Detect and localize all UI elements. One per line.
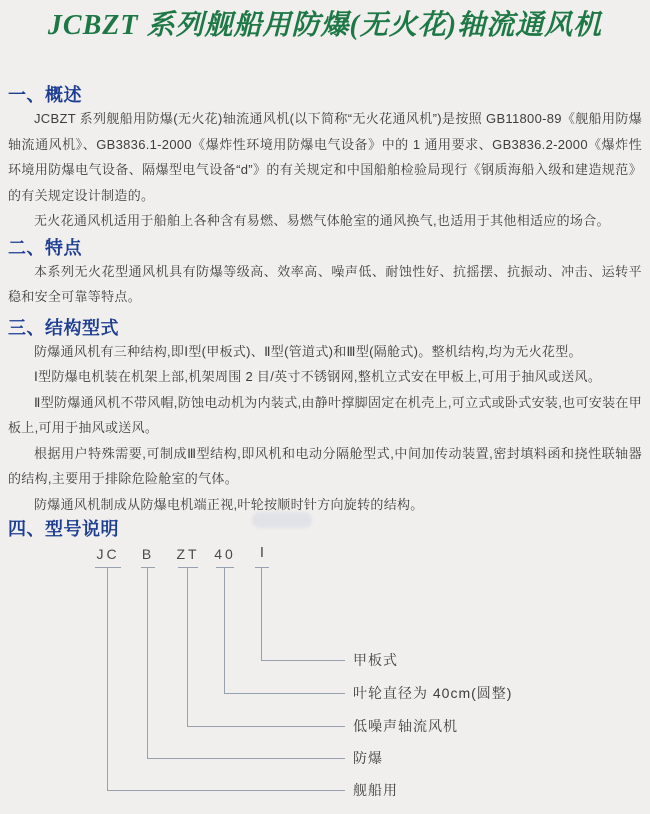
structure-paragraph: 防爆通风机有三种结构,即Ⅰ型(甲板式)、Ⅱ型(管道式)和Ⅲ型(隔舱式)。整机结构,均为无火花型。 [34, 343, 582, 359]
diagram-vertical-line [187, 568, 188, 726]
structure-paragraph: 防爆通风机制成从防爆电机端正视,叶轮按顺时针方向旋转的结构。 [34, 496, 424, 512]
model-code-zt: ZT [176, 546, 200, 562]
diagram-horizontal-line [107, 790, 345, 791]
diagram-vertical-line [224, 568, 225, 693]
diagram-underline [141, 567, 155, 568]
model-label-ship-use: 舰船用 [353, 782, 398, 798]
diagram-horizontal-line [187, 726, 345, 727]
model-label-deck-type: 甲板式 [353, 652, 398, 668]
features-paragraph: 本系列无火花型通风机具有防爆等级高、效率高、噪声低、耐蚀性好、抗摇摆、抗振动、冲击、运转平稳和安全可靠等特点。 [8, 263, 642, 304]
overview-paragraph: JCBZT 系列舰船用防爆(无火花)轴流通风机(以下简称“无火花通风机”)是按照 GB11800-89《舰船用防爆轴流通风机》、GB3836.1-2000《爆炸性环境用防爆电气设备》中的 1 通用要求、GB3836.2-2000《爆炸性环境用防爆电气设备、隔爆型电气设备“d”》的有关规定和中国船舶检验局现行《钢质海船入级和建造规范》的有关规定设计制造的。 [8, 111, 642, 203]
diagram-horizontal-line [224, 693, 345, 694]
model-label-impeller-diameter: 叶轮直径为 40cm(圆整) [353, 685, 513, 701]
diagram-vertical-line [261, 568, 262, 660]
section-heading-features: 二、特点 [8, 237, 82, 258]
section-heading-overview: 一、概述 [8, 85, 82, 105]
page-title: JCBZT 系列舰船用防爆(无火花)轴流通风机 [47, 10, 603, 41]
model-label-explosion-proof: 防爆 [353, 750, 383, 766]
overview-paragraph: 无火花通风机适用于船舶上各种含有易燃、易燃气体舱室的通风换气,也适用于其他相适应的场合。 [34, 213, 610, 228]
model-label-low-noise-axial-fan: 低噪声轴流风机 [353, 718, 458, 734]
diagram-underline [255, 567, 269, 568]
structure-paragraph: 根据用户特殊需要,可制成Ⅲ型结构,即风机和电动分隔舱型式,中间加传动装置,密封填料函和挠性联轴器的结构,主要用于排除危险舱室的气体。 [8, 445, 642, 486]
diagram-underline [95, 567, 121, 568]
diagram-horizontal-line [147, 758, 345, 759]
diagram-underline [216, 567, 234, 568]
model-code-jc: JC [96, 546, 120, 562]
model-code-40: 40 [214, 546, 236, 562]
section-heading-model: 四、型号说明 [8, 519, 119, 539]
diagram-vertical-line [107, 568, 108, 790]
structure-paragraph: Ⅰ型防爆电机装在机架上部,机架周围 2 目/英寸不锈钢网,整机立式安在甲板上,可用于抽风或送风。 [34, 369, 602, 384]
diagram-vertical-line [147, 568, 148, 758]
diagram-underline [178, 567, 198, 568]
section-heading-structure: 三、结构型式 [8, 317, 119, 338]
diagram-horizontal-line [261, 660, 345, 661]
structure-paragraph: Ⅱ型防爆通风机不带风帽,防蚀电动机为内装式,由静叶撑脚固定在机壳上,可立式或卧式安装,也可安装在甲板上,可用于抽风或送风。 [8, 394, 642, 435]
model-code-b: B [141, 546, 155, 562]
model-code-type1: Ⅰ [259, 546, 265, 561]
